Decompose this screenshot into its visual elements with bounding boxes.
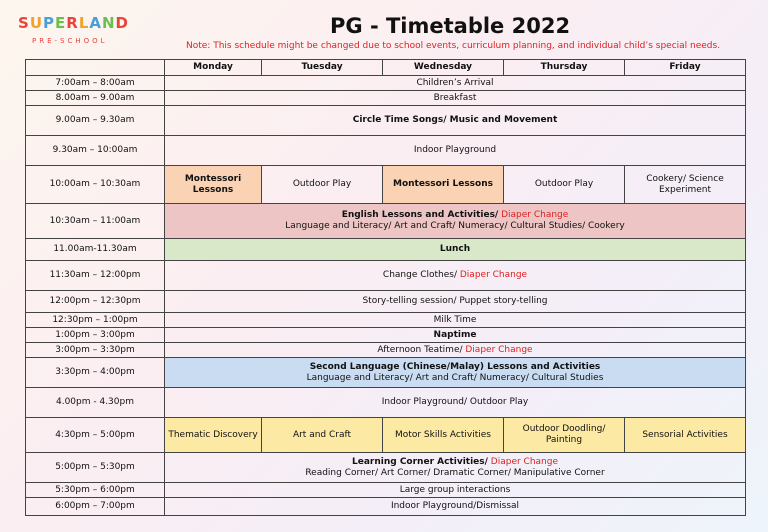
header-row [26, 60, 746, 76]
activity-cell: Children’s Arrival [165, 76, 746, 91]
activity-cell: Indoor Playground/ Outdoor Play [165, 388, 746, 418]
activity-text: Change Clothes/ [382, 270, 458, 280]
table-row [26, 136, 746, 166]
time-slot: 4.00pm - 4.30pm [26, 388, 165, 418]
activity-cell [165, 358, 746, 388]
activity-cell: Breakfast [165, 91, 746, 106]
table-row [26, 291, 746, 313]
time-slot: 5:30pm – 6:00pm [26, 483, 165, 498]
table-row [26, 239, 746, 261]
tuesday-activity: Outdoor Play [262, 166, 383, 204]
table-row [26, 91, 746, 106]
activity-cell: Milk Time [165, 313, 746, 328]
activity-detail: Language and Literacy/ Art and Craft/ Numeracy/ Cultural Studies [306, 372, 604, 383]
activity-cell [165, 261, 746, 291]
activity-cell: Story-telling session/ Puppet story-telling [165, 291, 746, 313]
activity-title: English Lessons and Activities/ [341, 210, 499, 220]
diaper-change-label: Diaper Change [498, 210, 569, 220]
day-header-monday: Monday [165, 60, 262, 76]
thursday-activity: Outdoor Play [504, 166, 625, 204]
activity-cell [165, 343, 746, 358]
friday-activity: Cookery/ Science Experiment [625, 166, 746, 204]
time-slot: 8.00am – 9.00am [26, 91, 165, 106]
page-title: PG - Timetable 2022 [330, 14, 571, 38]
activity-cell: Indoor Playground/Dismissal [165, 498, 746, 516]
time-slot: 6:00pm – 7:00pm [26, 498, 165, 516]
table-row [26, 76, 746, 91]
time-slot: 5:00pm – 5:30pm [26, 453, 165, 483]
table-row [26, 483, 746, 498]
wednesday-activity: Motor Skills Activities [383, 418, 504, 453]
table-row [26, 358, 746, 388]
activity-cell: Naptime [165, 328, 746, 343]
day-header-thursday: Thursday [504, 60, 625, 76]
thursday-activity: Outdoor Doodling/ Painting [504, 418, 625, 453]
table-row [26, 418, 746, 453]
activity-cell [165, 453, 746, 483]
activity-title: Second Language (Chinese/Malay) Lessons and Activities [309, 361, 601, 372]
time-slot: 3:00pm – 3:30pm [26, 343, 165, 358]
time-slot: 3:30pm – 4:00pm [26, 358, 165, 388]
activity-cell [165, 204, 746, 239]
table-row [26, 106, 746, 136]
table-row [26, 343, 746, 358]
logo-subtitle: PRE-SCHOOL [32, 37, 108, 45]
table-row [26, 166, 746, 204]
table-row [26, 388, 746, 418]
day-header-friday: Friday [625, 60, 746, 76]
time-slot: 10:30am – 11:00am [26, 204, 165, 239]
monday-activity: Thematic Discovery [165, 418, 262, 453]
activity-detail: Language and Literacy/ Art and Craft/ Numeracy/ Cultural Studies/ Cookery [285, 221, 625, 231]
diaper-change-label: Diaper Change [462, 344, 533, 355]
friday-activity: Sensorial Activities [625, 418, 746, 453]
activity-cell: Lunch [165, 239, 746, 261]
day-header-tuesday: Tuesday [262, 60, 383, 76]
table-row [26, 313, 746, 328]
table-row [26, 498, 746, 516]
time-header [26, 60, 165, 76]
activity-detail: Reading Corner/ Art Corner/ Dramatic Corner/ Manipulative Corner [305, 467, 605, 478]
time-slot: 9.30am – 10:00am [26, 136, 165, 166]
activity-cell: Indoor Playground [165, 136, 746, 166]
time-slot: 1:00pm – 3:00pm [26, 328, 165, 343]
activity-title: Learning Corner Activities/ [352, 456, 488, 467]
activity-cell: Large group interactions [165, 483, 746, 498]
timetable [25, 59, 746, 516]
diaper-change-label: Diaper Change [487, 456, 558, 467]
day-header-wednesday: Wednesday [383, 60, 504, 76]
monday-activity: Montessori Lessons [165, 166, 262, 204]
time-slot: 12:00pm – 12:30pm [26, 291, 165, 313]
time-slot: 12:30pm – 1:00pm [26, 313, 165, 328]
table-row [26, 328, 746, 343]
logo [18, 10, 168, 56]
table-row [26, 204, 746, 239]
time-slot: 10:00am – 10:30am [26, 166, 165, 204]
diaper-change-label: Diaper Change [457, 270, 528, 280]
time-slot: 9.00am – 9.30am [26, 106, 165, 136]
table-row [26, 261, 746, 291]
table-row [26, 453, 746, 483]
activity-text: Afternoon Teatime/ [377, 344, 463, 355]
time-slot: 7:00am – 8:00am [26, 76, 165, 91]
time-slot: 11.00am-11.30am [26, 239, 165, 261]
time-slot: 11:30am – 12:00pm [26, 261, 165, 291]
schedule-note: Note: This schedule might be changed due to school events, curriculum planning, and individual child’s special needs. [186, 41, 721, 51]
wednesday-activity: Montessori Lessons [383, 166, 504, 204]
logo-wordmark: SUPERLAND [18, 14, 129, 32]
time-slot: 4:30pm – 5:00pm [26, 418, 165, 453]
tuesday-activity: Art and Craft [262, 418, 383, 453]
activity-cell: Circle Time Songs/ Music and Movement [165, 106, 746, 136]
